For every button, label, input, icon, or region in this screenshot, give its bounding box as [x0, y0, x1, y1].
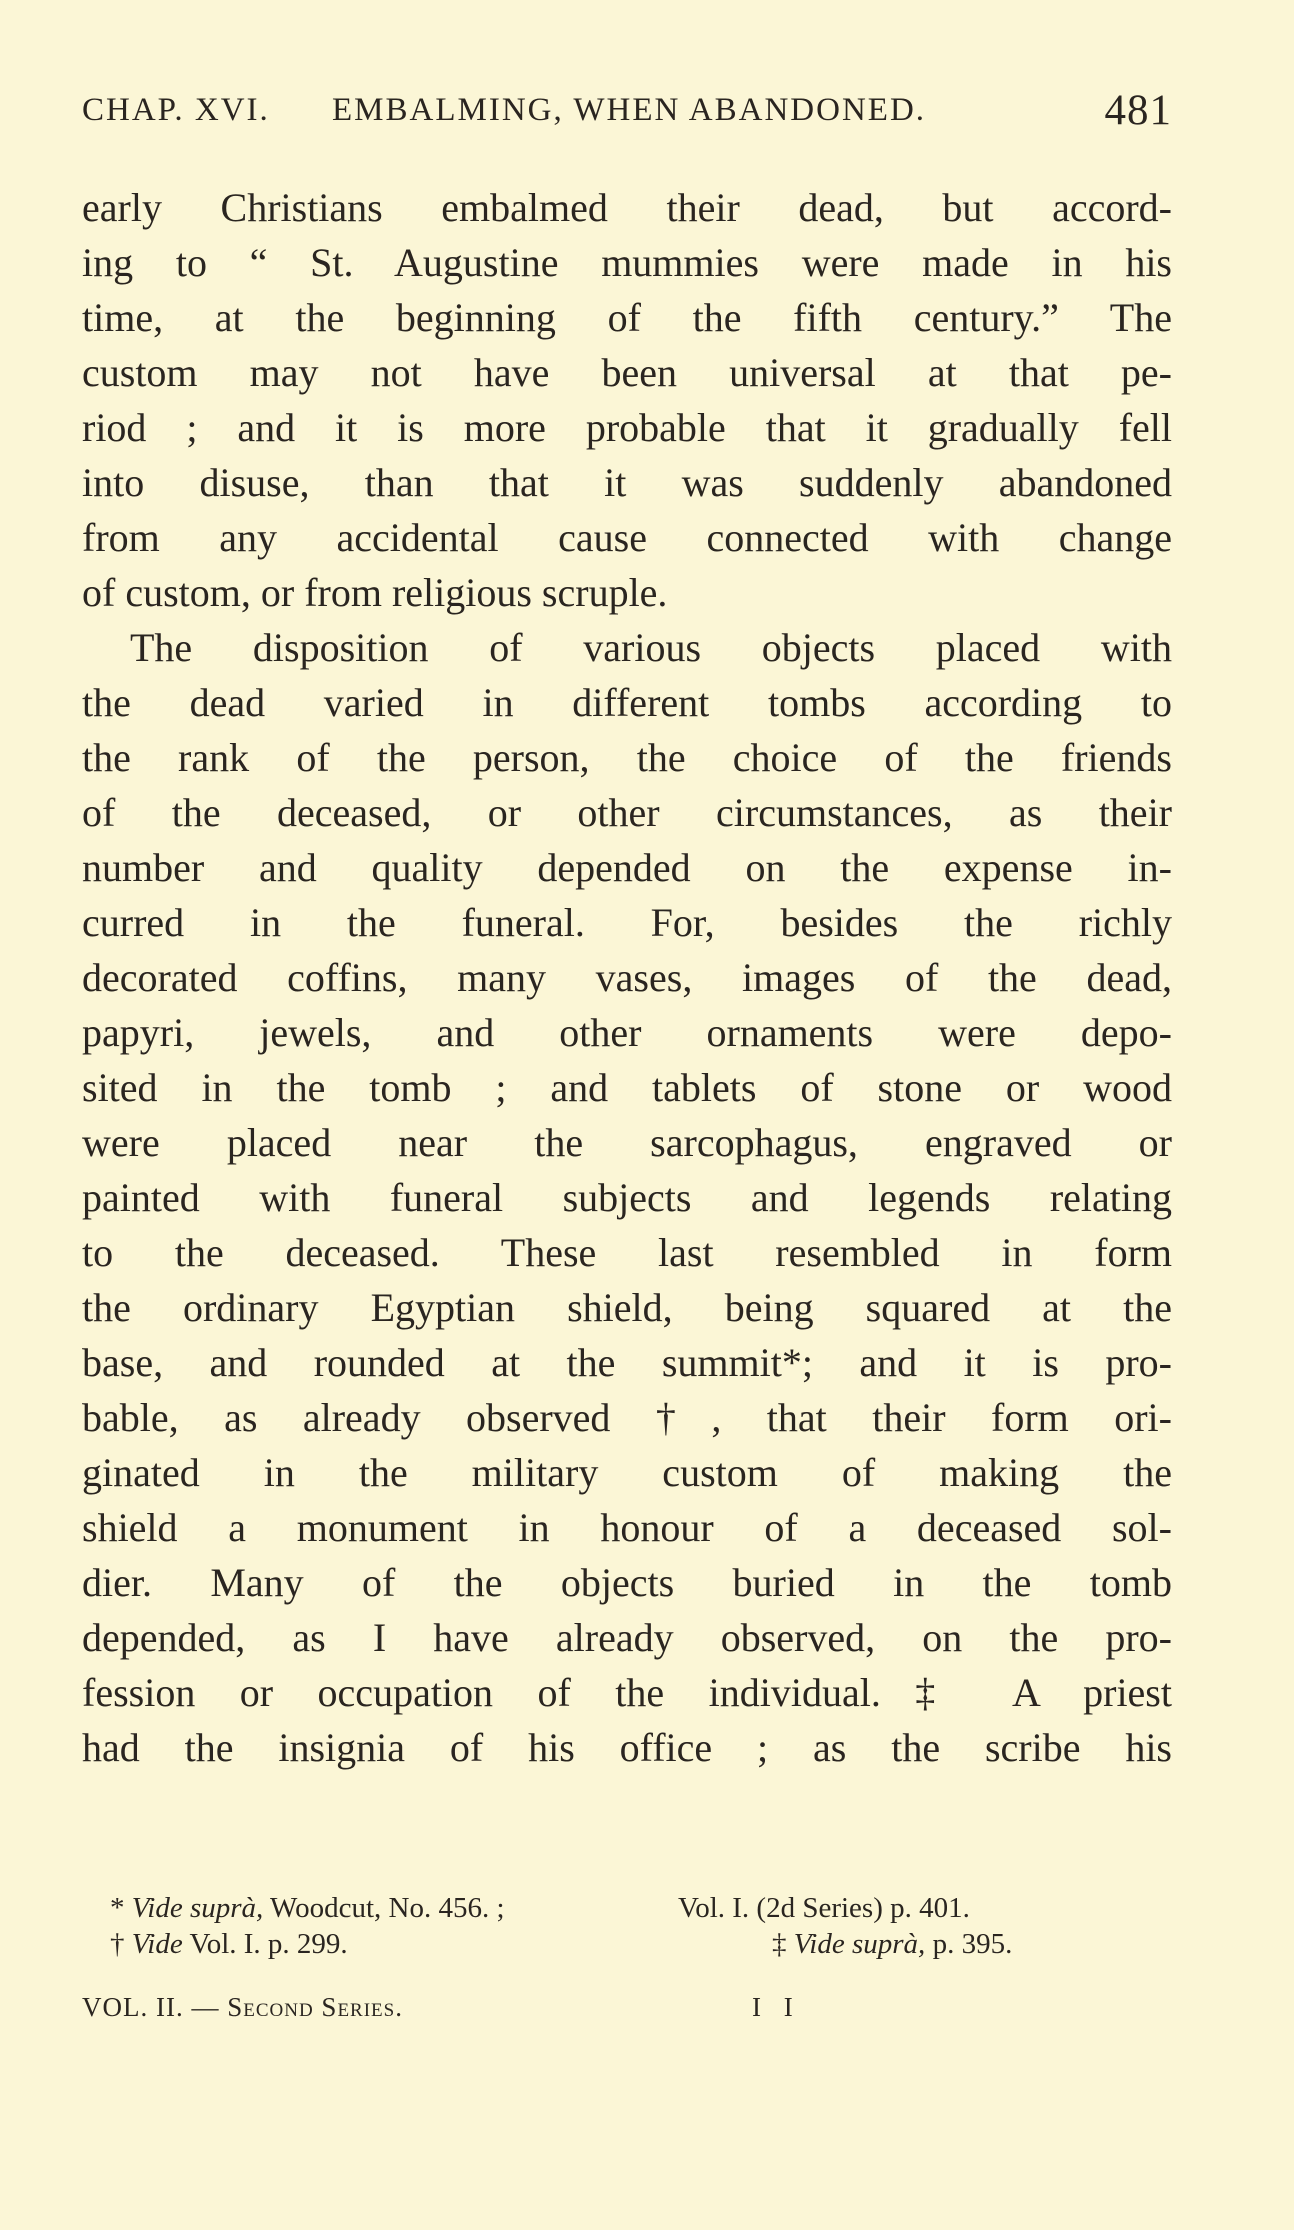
- body-text: [82, 180, 1172, 1775]
- text-line: custom may not have been universal at that pe-: [82, 350, 1172, 395]
- running-title: EMBALMING, WHEN ABANDONED.: [332, 92, 927, 128]
- footnote-row: [82, 1890, 1172, 1926]
- volume-signature: VOL. II. — Second Series.: [82, 1992, 403, 2022]
- text-line: time, at the beginning of the fifth century.” The: [82, 295, 1172, 340]
- text-line: bable, as already observed †, that their form ori-: [82, 1395, 1172, 1440]
- text-line: had the insignia of his office ; as the scribe his: [82, 1725, 1172, 1770]
- text-line: the rank of the person, the choice of the friends: [82, 735, 1172, 780]
- footnote-text: Vol. I. p. 299.: [189, 1928, 348, 1960]
- footnote-mark: †: [110, 1928, 125, 1960]
- text-line: riod ; and it is more probable that it gradually fell: [82, 405, 1172, 450]
- text-line: dier. Many of the objects buried in the tomb: [82, 1560, 1172, 1605]
- text-line: fession or occupation of the individual.‡ A priest: [82, 1670, 1172, 1715]
- text-line: sited in the tomb ; and tablets of stone or wood: [82, 1065, 1172, 1110]
- footnote-star: [110, 1890, 505, 1926]
- text-line: the ordinary Egyptian shield, being squared at the: [82, 1285, 1172, 1330]
- text-line: The disposition of various objects placed with: [130, 625, 1172, 670]
- page-number: 481: [1104, 87, 1172, 134]
- text-line: of the deceased, or other circumstances, as their: [82, 790, 1172, 835]
- footnote-italic: Vide suprà,: [793, 1928, 926, 1960]
- text-line: papyri, jewels, and other ornaments were depo-: [82, 1010, 1172, 1055]
- running-head: [82, 87, 1172, 142]
- text-line: shield a monument in honour of a deceased sol-: [82, 1505, 1172, 1550]
- text-line: decorated coffins, many vases, images of the dead,: [82, 955, 1172, 1000]
- text-line: were placed near the sarcophagus, engraved or: [82, 1120, 1172, 1165]
- footnotes: [82, 1890, 1172, 1962]
- text-line: curred in the funeral. For, besides the richly: [82, 900, 1172, 945]
- text-line: number and quality depended on the expense in-: [82, 845, 1172, 890]
- footnote-row: [82, 1926, 1172, 1962]
- footnote-italic: Vide: [131, 1928, 183, 1960]
- text-line: ing to “ St. Augustine mummies were made in his: [82, 240, 1172, 285]
- footnote-dagger: [110, 1926, 348, 1962]
- footnote-mark: ‡: [772, 1928, 787, 1960]
- chapter-label: CHAP. XVI.: [82, 92, 270, 128]
- text-line: ginated in the military custom of making the: [82, 1450, 1172, 1495]
- text-line: base, and rounded at the summit*; and it is pro-: [82, 1340, 1172, 1385]
- footnote-text: Woodcut, No. 456. ;: [270, 1892, 505, 1924]
- footnote-star-continued: Vol. I. (2d Series) p. 401.: [678, 1892, 970, 1924]
- text-line: of custom, or from religious scruple.: [82, 570, 668, 615]
- text-line: from any accidental cause connected with change: [82, 515, 1172, 560]
- text-line: the dead varied in different tombs according to: [82, 680, 1172, 725]
- footnote-italic: Vide suprà,: [131, 1892, 264, 1924]
- signature-mark: I I: [752, 1992, 801, 2022]
- text-line: into disuse, than that it was suddenly abandoned: [82, 460, 1172, 505]
- text-line: early Christians embalmed their dead, but accord-: [82, 185, 1172, 230]
- text-line: depended, as I have already observed, on the pro-: [82, 1615, 1172, 1660]
- text-line: painted with funeral subjects and legends relating: [82, 1175, 1172, 1220]
- footnote-double-dagger: [772, 1926, 1012, 1962]
- text-line: to the deceased. These last resembled in form: [82, 1230, 1172, 1275]
- footnote-mark: *: [110, 1892, 125, 1924]
- footnote-text: p. 395.: [932, 1928, 1013, 1960]
